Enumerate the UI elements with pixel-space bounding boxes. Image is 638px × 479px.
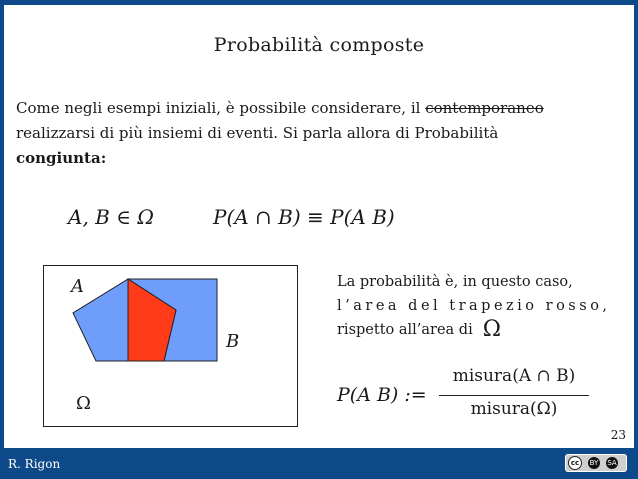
side-line1: La probabilità è, in questo caso, [337, 274, 573, 290]
cc-icon: cc [568, 456, 582, 470]
probability-formula [337, 366, 597, 426]
label-b: B [226, 331, 240, 352]
para-line1-text: Come negli esempi iniziali, è possibile considerare, il [16, 99, 426, 117]
side-omega: Ω [482, 317, 501, 342]
para-strike-word: contemporaneo [425, 99, 544, 117]
fraction-bar [439, 395, 589, 396]
formula-numerator: misura(A ∩ B) [452, 366, 576, 386]
license-badge[interactable] [565, 454, 627, 472]
formula-lhs: P(A B) := [337, 384, 427, 406]
label-omega: Ω [76, 393, 91, 414]
equation-events: A, B ∈ Ω [68, 205, 154, 229]
equation-joint: P(A ∩ B) ≡ P(A B) [213, 205, 395, 229]
para-line2: realizzarsi di più insiemi di eventi. Si parla allora di Probabilità [16, 124, 499, 142]
slide-title: Probabilità composte [213, 34, 425, 56]
side-line2: l’area del trapezio rosso, [337, 298, 611, 314]
footer-bar [0, 448, 638, 479]
label-a: A [71, 276, 84, 297]
page-number: 23 [610, 428, 626, 442]
side-line3: rispetto all’area di [337, 322, 473, 338]
author-name: R. Rigon [8, 457, 61, 471]
formula-denominator: misura(Ω) [470, 399, 558, 419]
by-icon: BY [589, 459, 599, 467]
sa-icon: SA [607, 459, 617, 467]
para-line3: congiunta: [16, 149, 107, 167]
side-explanation [337, 270, 619, 342]
